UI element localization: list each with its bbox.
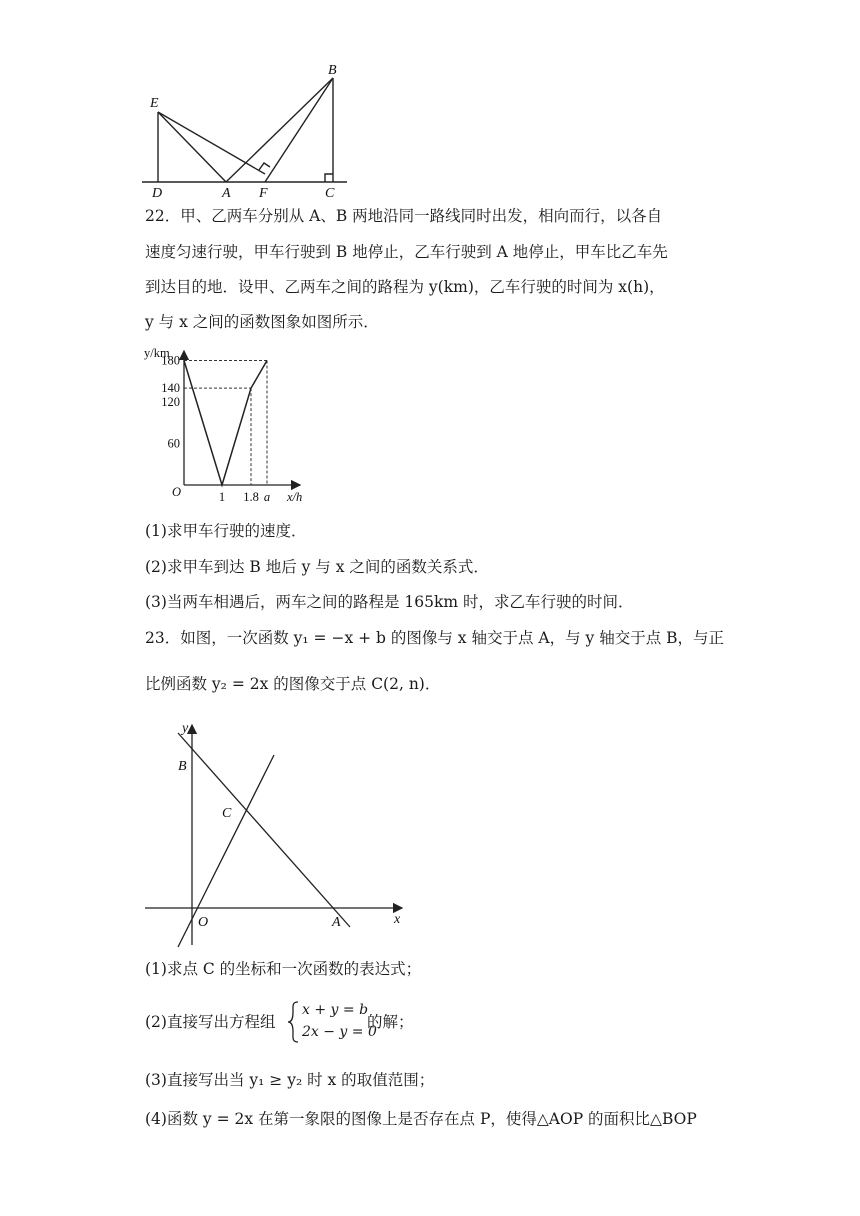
- label-o: O: [198, 915, 209, 930]
- line-y1: [178, 733, 350, 927]
- label-c: C: [325, 186, 335, 200]
- y-tick-label: 120: [161, 394, 180, 409]
- segment-ef: [158, 112, 265, 174]
- label-b: B: [328, 63, 337, 78]
- series-line: [184, 360, 267, 485]
- q23-sub-2-suffix: 的解；: [367, 1013, 414, 1031]
- label-a: A: [222, 186, 231, 200]
- segment-ba: [226, 78, 333, 182]
- q23-sub-1: (1)求点 C 的坐标和一次函数的表达式；: [145, 960, 422, 978]
- label-a: A: [332, 915, 341, 930]
- x-tick-label: a: [263, 490, 271, 504]
- q22-line-2: 速度匀速行驶，甲车行驶到 B 地停止，乙车行驶到 A 地停止，甲车比乙车先: [145, 243, 668, 261]
- geometry-figure-21: [140, 60, 350, 200]
- label-e: E: [150, 96, 159, 111]
- q23-sub-4: (4)函数 y = 2x 在第一象限的图像上是否存在点 P，使得△AOP 的面积比△BOP: [145, 1110, 697, 1128]
- y-tick-label: 140: [161, 381, 180, 396]
- q23-sub-2-prefix: (2)直接写出方程组: [145, 1013, 276, 1031]
- equation-1: x + y = b: [302, 1002, 369, 1018]
- coordinate-figure-23: [140, 715, 415, 950]
- q22-line-1: 22．甲、乙两车分别从 A、B 两地沿同一路线同时出发，相向而行，以各自: [145, 207, 663, 225]
- x-axis-label: x/h: [287, 490, 303, 504]
- q23-line-2: 比例函数 y₂ = 2x 的图像交于点 C(2, n)．: [145, 675, 441, 693]
- label-y: y: [182, 721, 189, 736]
- right-angle-f: [259, 163, 270, 170]
- q22-sub-3: (3)当两车相遇后，两车之间的路程是 165km 时，求乙车行驶的时间．: [145, 593, 634, 611]
- right-angle-c: [325, 174, 333, 182]
- q23-sub-3: (3)直接写出当 y₁ ≥ y₂ 时 x 的取值范围；: [145, 1071, 435, 1089]
- equation-2: 2x − y = 0: [302, 1024, 377, 1040]
- y-tick-label: 60: [167, 436, 180, 451]
- y-tick-label: 180: [161, 353, 180, 368]
- label-d: D: [152, 186, 163, 200]
- q22-sub-2: (2)求甲车到达 B 地后 y 与 x 之间的函数关系式．: [145, 558, 489, 576]
- distance-time-chart: [140, 343, 315, 505]
- x-tick-label: 1: [218, 490, 226, 504]
- q22-line-4: y 与 x 之间的函数图象如图所示．: [145, 313, 379, 331]
- x-tick-label: 1.8: [243, 490, 259, 504]
- brace-icon: [286, 1000, 300, 1044]
- label-x: x: [394, 912, 401, 927]
- origin-label: O: [172, 485, 182, 499]
- label-f: F: [259, 186, 268, 200]
- segment-bf: [265, 78, 333, 182]
- label-c: C: [222, 806, 232, 821]
- q22-sub-1: (1)求甲车行驶的速度．: [145, 522, 307, 540]
- segment-ea: [158, 112, 226, 182]
- y-axis-label: y/km: [144, 346, 170, 360]
- label-b: B: [178, 759, 187, 774]
- q22-line-3: 到达目的地．设甲、乙两车之间的路程为 y(km)，乙车行驶的时间为 x(h)，: [145, 278, 665, 296]
- q23-line-1: 23．如图，一次函数 y₁ = −x + b 的图像与 x 轴交于点 A，与 y 轴交于点 B，与正: [145, 629, 725, 647]
